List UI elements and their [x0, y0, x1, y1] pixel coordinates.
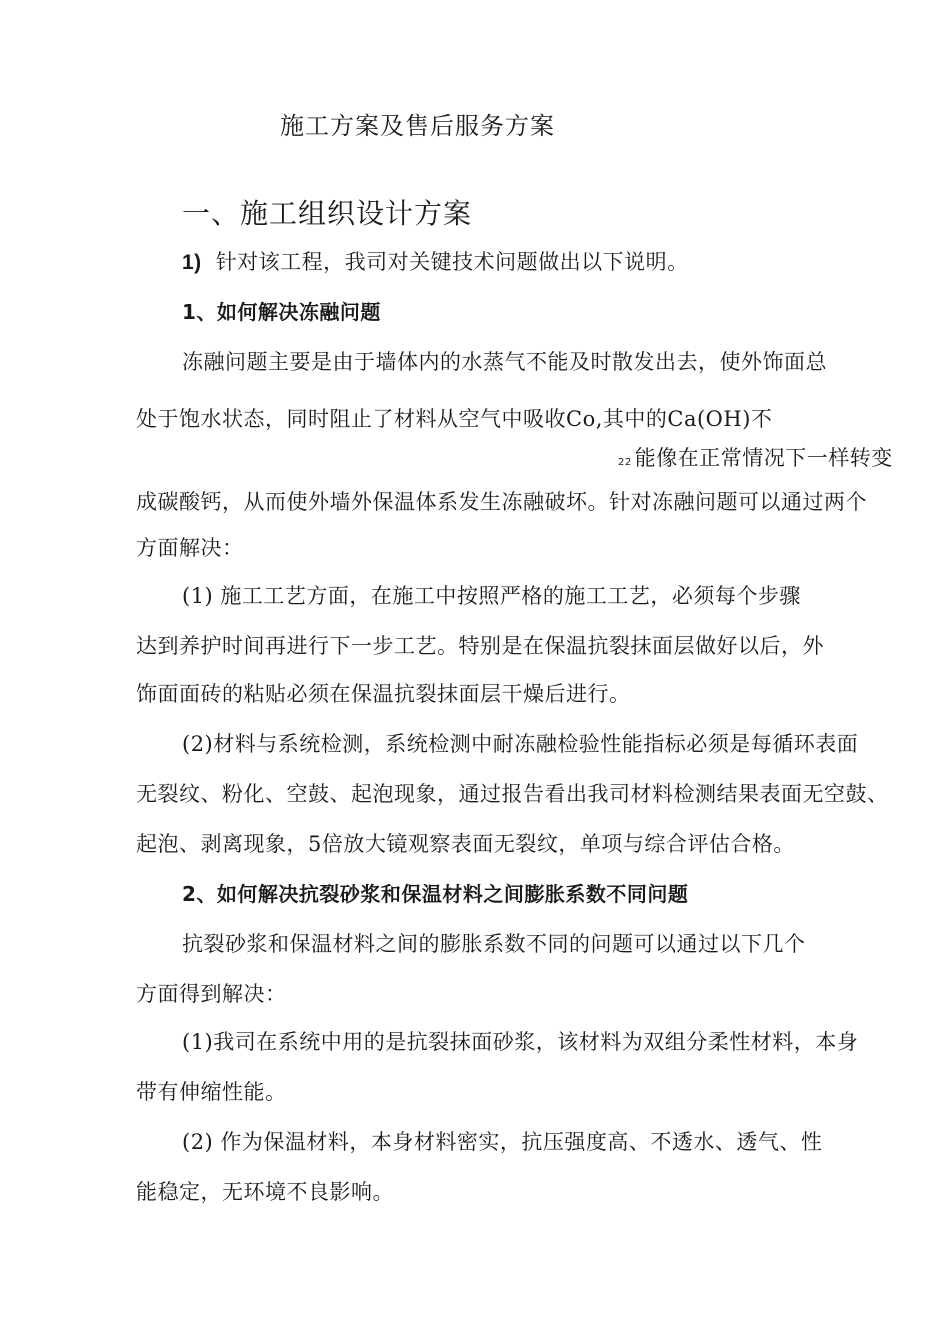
- list-item-line: 带有伸缩性能。: [136, 1080, 287, 1104]
- intro-number: 1): [182, 251, 202, 274]
- list-item-line: (1) 施工工艺方面，在施工中按照严格的施工工艺，必须每个步骤: [182, 584, 801, 608]
- list-item-line: 能稳定，无环境不良影响。: [136, 1180, 394, 1204]
- paragraph-line: 成碳酸钙，从而使外墙外保温体系发生冻融破坏。针对冻融问题可以通过两个: [136, 490, 867, 514]
- list-item-line: 达到养护时间再进行下一步工艺。特别是在保温抗裂抹面层做好以后，外: [136, 634, 824, 658]
- list-item-line: 起泡、剥离现象，5倍放大镜观察表面无裂纹，单项与综合评估合格。: [136, 832, 795, 856]
- intro-line: [182, 248, 689, 277]
- list-item-line: 无裂纹、粉化、空鼓、起泡现象，通过报告看出我司材料检测结果表面无空鼓、: [136, 782, 889, 806]
- list-item-line: (2) 作为保温材料，本身材料密实，抗压强度高、不透水、透气、性: [182, 1130, 823, 1154]
- paragraph-line: 抗裂砂浆和保温材料之间的膨胀系数不同的问题可以通过以下几个: [182, 932, 806, 956]
- subscript-text: 22: [618, 457, 632, 468]
- intro-text: 针对该工程，我司对关键技术问题做出以下说明。: [215, 250, 689, 274]
- list-item-line: 饰面面砖的粘贴必须在保温抗裂抹面层干燥后进行。: [136, 682, 631, 706]
- paragraph-line: 方面得到解决：: [136, 982, 287, 1006]
- paragraph-line: 处于饱水状态，同时阻止了材料从空气中吸收Co,其中的Ca(OH)不: [136, 407, 773, 431]
- subheading-freeze-thaw: 1、如何解决冻融问题: [182, 300, 381, 324]
- paragraph-fragment: 能像在正常情况下一样转变: [634, 446, 893, 470]
- page-title: 施工方案及售后服务方案: [280, 112, 555, 140]
- section-heading: 一、施工组织设计方案: [182, 197, 473, 230]
- list-item-line: (2)材料与系统检测，系统检测中耐冻融检验性能指标必须是每循环表面: [182, 732, 859, 756]
- paragraph-line: 方面解决：: [136, 536, 244, 560]
- paragraph-line: [618, 444, 893, 477]
- paragraph-line: 冻融问题主要是由于墙体内的水蒸气不能及时散发出去，使外饰面总: [182, 350, 827, 374]
- list-item-line: (1)我司在系统中用的是抗裂抹面砂浆，该材料为双组分柔性材料，本身: [182, 1030, 859, 1054]
- subheading-expansion: 2、如何解决抗裂砂浆和保温材料之间膨胀系数不同问题: [182, 882, 689, 906]
